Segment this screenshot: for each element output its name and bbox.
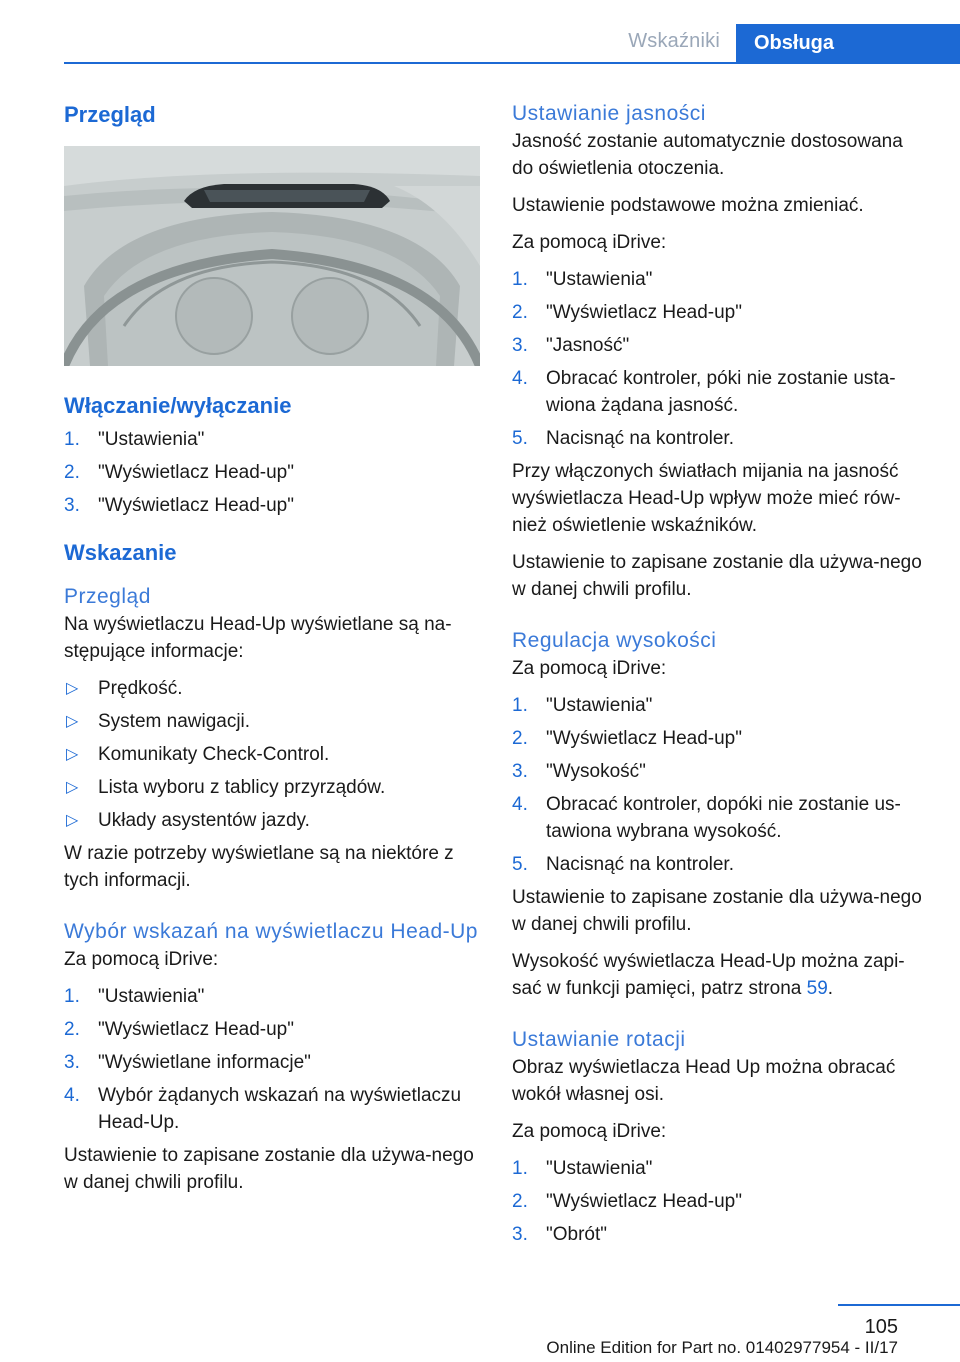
brightness-steps: [512, 266, 928, 452]
onoff-title: Włączanie/wyłączanie: [64, 393, 292, 418]
height-note-2: Wysokość wyświetlacza Head-Up można zapi-sać w funkcji pamięci, patrz strona 59.: [512, 951, 905, 999]
list-item: 1. "Ustawienia": [64, 986, 205, 1007]
list-item: 3. "Wyświetlacz Head-up": [64, 495, 294, 516]
right-column: [512, 100, 928, 1254]
footer-rule: [838, 1304, 960, 1306]
list-item: ▷ Prędkość.: [64, 675, 482, 702]
selection-title: Wybór wskazań na wyświetlaczu Head-Up: [64, 920, 478, 943]
height-intro: Za pomocą iDrive:: [512, 658, 667, 679]
display-items: [64, 675, 482, 834]
list-item: 2. "Wyświetlacz Head-up": [64, 1019, 294, 1040]
triangle-bullet-icon: ▷: [66, 680, 79, 697]
brightness-note-1: Przy włączonych światłach mijania na jasność wyświetlacza Head-Up wpływ może mieć rów-nież oświetlenie wskaźników.: [512, 461, 901, 536]
overview-title: Przegląd: [64, 102, 156, 127]
selection-note: Ustawienie to zapisane zostanie dla używa-nego w danej chwili profilu.: [64, 1145, 474, 1193]
list-item: 3. "Jasność": [512, 335, 630, 356]
list-item: ▷ Komunikaty Check-Control.: [64, 741, 482, 768]
height-steps: [512, 692, 928, 878]
display-title: Wskazanie: [64, 540, 177, 565]
brightness-note-2: Ustawienie to zapisane zostanie dla używa-nego w danej chwili profilu.: [512, 552, 922, 600]
triangle-bullet-icon: ▷: [66, 713, 79, 730]
list-item: 4. Obracać kontroler, póki nie zostanie usta-wiona żądana jasność.: [512, 368, 896, 416]
header-section: Wskaźniki: [628, 30, 720, 52]
display-overview-title: Przegląd: [64, 585, 151, 608]
list-item: ▷ System nawigacji.: [64, 708, 482, 735]
list-item: 1. "Ustawienia": [512, 695, 653, 716]
display-overview-text: Na wyświetlaczu Head-Up wyświetlane są na-stępujące informacje:: [64, 614, 452, 662]
list-item: 4. Obracać kontroler, dopóki nie zostanie us-tawiona wybrana wysokość.: [512, 794, 901, 842]
list-item: ▷ Układy asystentów jazdy.: [64, 807, 482, 834]
list-item: 2. "Wyświetlacz Head-up": [64, 462, 294, 483]
rotation-title: Ustawianie rotacji: [512, 1028, 686, 1051]
triangle-bullet-icon: ▷: [66, 779, 79, 796]
brightness-text-2: Ustawienie podstawowe można zmieniać.: [512, 195, 864, 216]
header-chapter: Obsługa: [736, 24, 960, 62]
list-item: 1. "Ustawienia": [512, 269, 653, 290]
list-item: 3. "Obrót": [512, 1224, 608, 1245]
list-item: 2. "Wyświetlacz Head-up": [512, 728, 742, 749]
triangle-bullet-icon: ▷: [66, 746, 79, 763]
list-item: 1. "Ustawienia": [64, 429, 205, 450]
list-item: 2. "Wyświetlacz Head-up": [512, 302, 742, 323]
list-item: 3. "Wysokość": [512, 761, 646, 782]
left-column: [64, 100, 482, 1206]
list-item: 4. Wybór żądanych wskazań na wyświetlaczu Head-Up.: [64, 1085, 462, 1133]
page-header: [64, 24, 960, 64]
selection-intro: Za pomocą iDrive:: [64, 949, 219, 970]
height-title: Regulacja wysokości: [512, 629, 717, 652]
list-item: ▷ Lista wyboru z tablicy przyrządów.: [64, 774, 482, 801]
brightness-intro: Za pomocą iDrive:: [512, 232, 667, 253]
edition-line: Online Edition for Part no. 01402977954 - II/17: [546, 1338, 898, 1357]
rotation-intro: Za pomocą iDrive:: [512, 1121, 667, 1142]
page-number: 105: [864, 1316, 898, 1338]
list-item: 5. Nacisnąć na kontroler.: [512, 428, 734, 449]
onoff-steps: [64, 426, 482, 519]
list-item: 5. Nacisnąć na kontroler.: [512, 854, 734, 875]
list-item: 1. "Ustawienia": [512, 1158, 653, 1179]
triangle-bullet-icon: ▷: [66, 812, 79, 829]
list-item: 2. "Wyświetlacz Head-up": [512, 1191, 742, 1212]
brightness-title: Ustawianie jasności: [512, 102, 706, 125]
rotation-text: Obraz wyświetlacza Head Up można obracać wokół własnej osi.: [512, 1057, 896, 1105]
list-item: 3. "Wyświetlane informacje": [64, 1052, 311, 1073]
selection-steps: [64, 983, 482, 1136]
page-link[interactable]: 59: [806, 978, 828, 999]
rotation-steps: [512, 1155, 928, 1248]
height-note-1: Ustawienie to zapisane zostanie dla używa-nego w danej chwili profilu.: [512, 887, 922, 935]
display-note: W razie potrzeby wyświetlane są na niektóre z tych informacji.: [64, 843, 454, 891]
brightness-text-1: Jasność zostanie automatycznie dostosowana do oświetlenia otoczenia.: [512, 131, 903, 179]
dashboard-illustration: [64, 146, 480, 366]
dashboard-drawing: [64, 146, 480, 366]
